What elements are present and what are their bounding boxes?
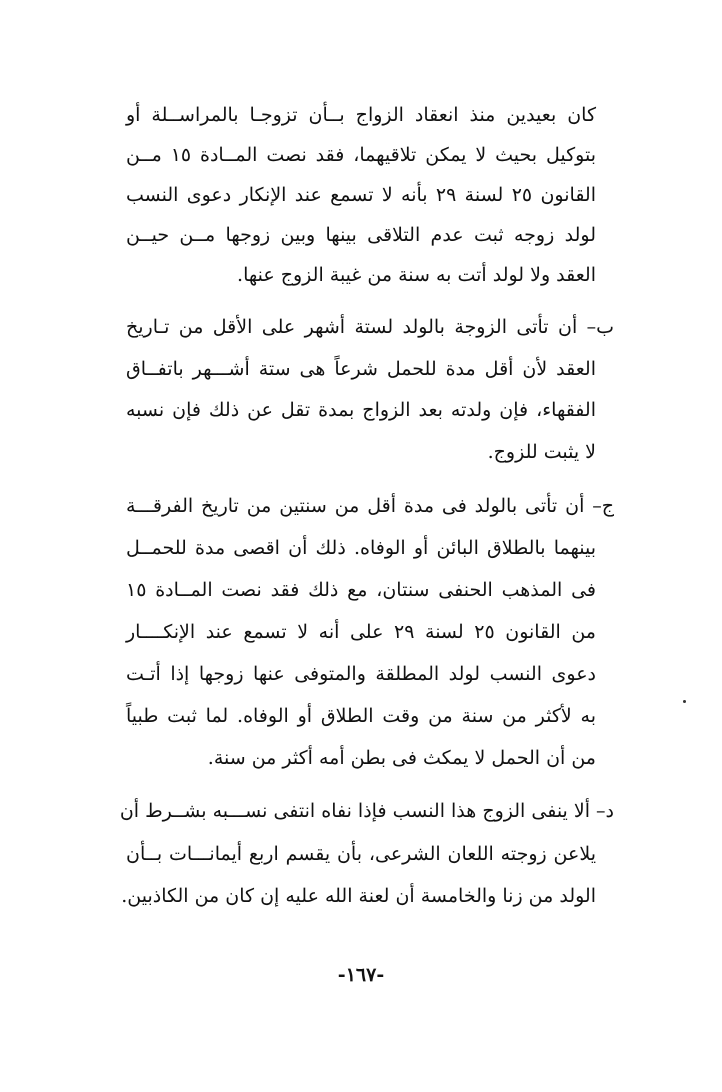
text-line: كان بعيدين منذ انعقاد الزواج بــأن تزوجـا بالمراســلة أو (126, 104, 596, 126)
text-line: من أن الحمل لا يمكث فى بطن أمه أكثر من سنة. (207, 747, 596, 769)
text-line: من القانون ٢٥ لسنة ٢٩ على أنه لا تسمع عند الإنكــــار (126, 621, 596, 643)
text-line: د– ألا ينفى الزوج هذا النسب فإذا نفاه انتفى نســـبه بشــرط أن (119, 800, 614, 822)
scan-dot (683, 700, 686, 703)
text-line: بينهما بالطلاق البائن أو الوفاه. ذلك أن اقصى مدة للحمــل (126, 537, 596, 559)
text-line: دعوى النسب لولد المطلقة والمتوفى عنها زوجها إذا أتـت (126, 663, 596, 685)
text-line: ب– أن تأتى الزوجة بالولد لستة أشهر على الأقل من تـاريخ (126, 316, 614, 338)
text-line: العقد لأن أقل مدة للحمل شرعاً هى ستة أشـــهر باتفــاق (126, 358, 596, 380)
text-line: الفقهاء، فإن ولدته بعد الزواج بمدة تقل عن ذلك فإن نسبه (126, 399, 596, 421)
text-line: به لأكثر من سنة من وقت الطلاق أو الوفاه. لما ثبت طبياً (126, 705, 596, 727)
page-number: -١٦٧- (337, 964, 385, 986)
text-line: ج– أن تأتى بالولد فى مدة أقل من سنتين من تاريخ الفرقـــة (126, 495, 614, 517)
text-line: يلاعن زوجته اللعان الشرعى، بأن يقسم اربع أيمانـــات بــأن (126, 843, 596, 865)
text-line: الولد من زنا والخامسة أن لعنة الله عليه إن كان من الكاذبين. (121, 885, 596, 907)
text-line: فى المذهب الحنفى سنتان، مع ذلك فقد نصت المــادة ١٥ (126, 579, 596, 601)
text-line: لا يثبت للزوج. (487, 441, 596, 463)
text-line: العقد ولا لولد أتت به سنة من غيبة الزوج عنها. (237, 264, 596, 286)
text-line: القانون ٢٥ لسنة ٢٩ بأنه لا تسمع عند الإنكار دعوى النسب (126, 184, 596, 206)
text-line: لولد زوجه ثبت عدم التلاقى بينها وبين زوجها مــن حيــن (126, 224, 596, 246)
text-line: بتوكيل بحيث لا يمكن تلاقيهما، فقد نصت المــادة ١٥ مــن (126, 144, 596, 166)
